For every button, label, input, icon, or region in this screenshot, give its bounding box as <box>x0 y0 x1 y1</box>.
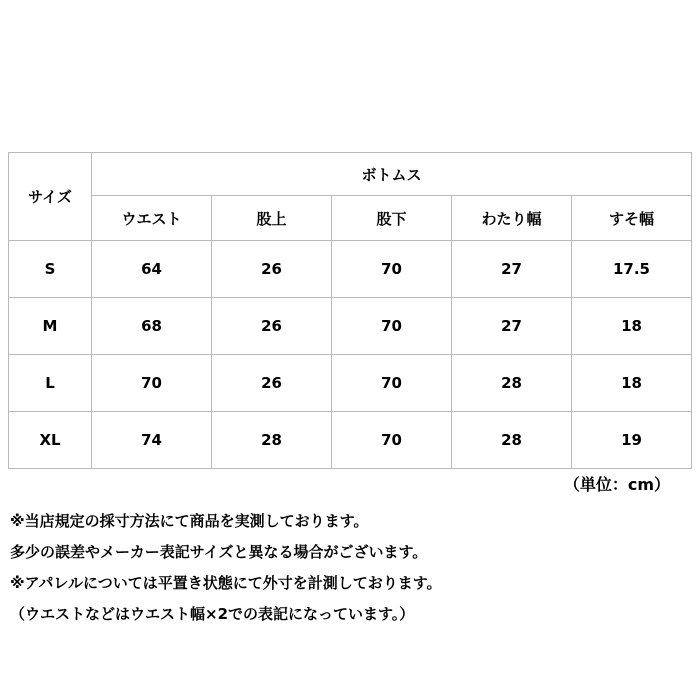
value-cell: 18 <box>572 298 692 355</box>
column-header-thigh: わたり幅 <box>452 196 572 241</box>
value-cell: 27 <box>452 241 572 298</box>
table-header-row <box>9 153 692 196</box>
value-cell: 64 <box>92 241 212 298</box>
column-header-inseam: 股下 <box>332 196 452 241</box>
size-cell: XL <box>9 412 92 469</box>
value-cell: 70 <box>332 412 452 469</box>
value-cell: 26 <box>212 241 332 298</box>
notes <box>10 506 442 630</box>
value-cell: 70 <box>332 355 452 412</box>
value-cell: 17.5 <box>572 241 692 298</box>
column-header-waist: ウエスト <box>92 196 212 241</box>
size-cell: L <box>9 355 92 412</box>
value-cell: 70 <box>92 355 212 412</box>
size-table <box>8 152 692 469</box>
size-cell: M <box>9 298 92 355</box>
value-cell: 28 <box>452 412 572 469</box>
value-cell: 27 <box>452 298 572 355</box>
table-column-row <box>9 196 692 241</box>
value-cell: 18 <box>572 355 692 412</box>
table-row <box>9 298 692 355</box>
value-cell: 70 <box>332 241 452 298</box>
value-cell: 26 <box>212 298 332 355</box>
size-cell: S <box>9 241 92 298</box>
table-row <box>9 412 692 469</box>
note-line: ※アパレルについては平置き状態にて外寸を計測しております。 <box>10 574 442 592</box>
note-line: （ウエストなどはウエスト幅×2での表記になっています。） <box>10 605 415 623</box>
value-cell: 70 <box>332 298 452 355</box>
table-row <box>9 241 692 298</box>
value-cell: 28 <box>212 412 332 469</box>
column-header-rise: 股上 <box>212 196 332 241</box>
value-cell: 28 <box>452 355 572 412</box>
column-header-hem: すそ幅 <box>572 196 692 241</box>
note-line: ※当店規定の採寸方法にて商品を実測しております。 <box>10 512 369 530</box>
unit-label: （単位：cm） <box>563 475 670 494</box>
size-header: サイズ <box>9 153 92 241</box>
value-cell: 74 <box>92 412 212 469</box>
value-cell: 19 <box>572 412 692 469</box>
note-line: 多少の誤差やメーカー表記サイズと異なる場合がございます。 <box>10 543 428 561</box>
bottoms-header: ボトムス <box>92 153 692 196</box>
value-cell: 68 <box>92 298 212 355</box>
value-cell: 26 <box>212 355 332 412</box>
table-row <box>9 355 692 412</box>
